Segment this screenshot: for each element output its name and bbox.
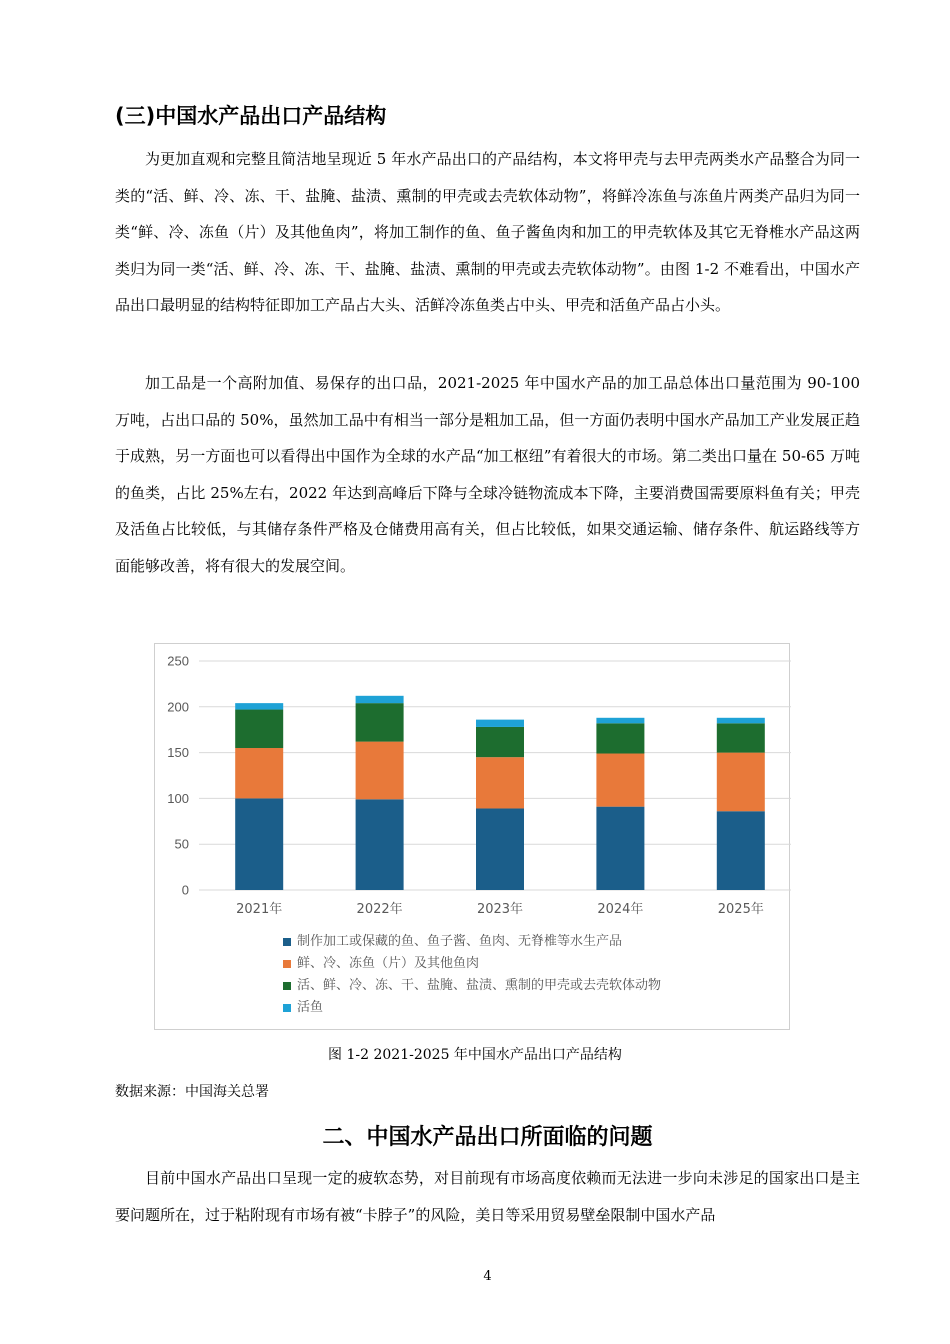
y-tick-label: 200 bbox=[167, 699, 189, 715]
x-tick-label: 2022年 bbox=[356, 902, 403, 917]
bar-segment bbox=[717, 723, 765, 752]
paragraph-export-problems: 目前中国水产品出口呈现一定的疲软态势，对目前现有市场高度依赖而无法进一步向未涉足的国家出口是主要问题所在，过于粘附现有市场有被“卡脖子”的风险，美日等采用贸易壁垒限制中国水产品 bbox=[115, 1169, 860, 1224]
bar-segment bbox=[596, 754, 644, 807]
bar-segment bbox=[596, 807, 644, 890]
legend-label: 制作加工或保藏的鱼、鱼子酱、鱼肉、无脊椎等水生产品 bbox=[297, 934, 623, 949]
legend-swatch bbox=[283, 982, 291, 990]
stacked-bar-chart bbox=[154, 643, 790, 1030]
bar-segment bbox=[356, 742, 404, 800]
bar-segment bbox=[717, 753, 765, 812]
bar-segment bbox=[235, 748, 283, 798]
bar-segment bbox=[476, 720, 524, 727]
chapter-heading: 二、中国水产品出口所面临的问题 bbox=[322, 1125, 653, 1150]
legend-item bbox=[283, 997, 661, 1019]
legend-item bbox=[283, 975, 661, 997]
legend-label: 鲜、冷、冻鱼（片）及其他鱼肉 bbox=[297, 956, 480, 971]
y-tick-label: 150 bbox=[167, 745, 189, 761]
data-source: 数据来源：中国海关总署 bbox=[115, 1084, 269, 1100]
bar-segment bbox=[596, 718, 644, 723]
x-tick-label: 2023年 bbox=[476, 902, 524, 917]
paragraph-structure-intro: 为更加直观和完整且简洁地呈现近 5 年水产品出口的产品结构，本文将甲壳与去甲壳两类水产品整合为同一类的“活、鲜、冷、冻、干、盐腌、盐渍、熏制的甲壳或去壳软体动物”，将鲜冷冻鱼与冻鱼片两类产品归为同一类“鲜、冷、冻鱼（片）及其他鱼肉”，将加工制作的鱼、鱼子酱鱼肉和加工的甲壳软体及其它无脊椎水产品这两类归为同一类“活、鲜、冷、冻、干、盐腌、盐渍、熏制的甲壳或去壳软体动物”。由图 1-2 不难看出，中国水产品出口最明显的结构特征即加工产品占大头、活鲜冷冻鱼类占中头、甲壳和活鱼产品占小头。 bbox=[115, 150, 860, 314]
page-number: 4 bbox=[483, 1269, 492, 1284]
y-tick-label: 50 bbox=[174, 836, 189, 852]
x-tick-label: 2024年 bbox=[597, 902, 644, 917]
bar-segment bbox=[476, 808, 524, 890]
x-tick-label: 2025年 bbox=[717, 902, 764, 917]
legend-item bbox=[283, 931, 661, 953]
x-tick-label: 2021年 bbox=[236, 902, 283, 917]
legend-label: 活、鲜、冷、冻、干、盐腌、盐渍、熏制的甲壳或去壳软体动物 bbox=[297, 978, 662, 993]
legend-item bbox=[283, 953, 661, 975]
bar-segment bbox=[717, 811, 765, 890]
figure-caption: 图 1-2 2021-2025 年中国水产品出口产品结构 bbox=[328, 1047, 622, 1063]
y-tick-label: 0 bbox=[181, 882, 189, 898]
legend-label: 活鱼 bbox=[297, 1000, 324, 1015]
bar-segment bbox=[476, 727, 524, 757]
bar-segment bbox=[235, 703, 283, 709]
bar-segment bbox=[235, 798, 283, 890]
bar-segment bbox=[717, 718, 765, 723]
legend-swatch bbox=[283, 1004, 291, 1012]
bar-segment bbox=[476, 757, 524, 808]
bar-segment bbox=[235, 710, 283, 748]
bar-segment bbox=[356, 799, 404, 890]
legend-swatch bbox=[283, 960, 291, 968]
bar-segment bbox=[596, 723, 644, 753]
chart-legend bbox=[283, 931, 661, 1019]
y-tick-label: 100 bbox=[167, 790, 189, 806]
legend-swatch bbox=[283, 938, 291, 946]
y-tick-label: 250 bbox=[167, 653, 189, 669]
paragraph-processed-products: 加工品是一个高附加值、易保存的出口品，2021-2025 年中国水产品的加工品总体出口量范围为 90-100 万吨，占出口品的 50%，虽然加工品中有相当一部分是粗加工品，但一方面仍表明中国水产品加工产业发展正趋于成熟，另一方面也可以看得出中国作为全球的水产品“加工枢纽”有着很大的市场。第二类出口量在 50-65 万吨的鱼类，占比 25%左右，2022 年达到高峰后下降与全球冷链物流成本下降，主要消费国需要原料鱼有关；甲壳及活鱼占比较低，与其储存条件严格及仓储费用高有关，但占比较低，如果交通运输、储存条件、航运路线等方面能够改善，将有很大的发展空间。 bbox=[115, 374, 860, 575]
bar-segment bbox=[356, 703, 404, 741]
bar-segment bbox=[356, 696, 404, 703]
section-heading: (三)中国水产品出口产品结构 bbox=[115, 104, 387, 128]
